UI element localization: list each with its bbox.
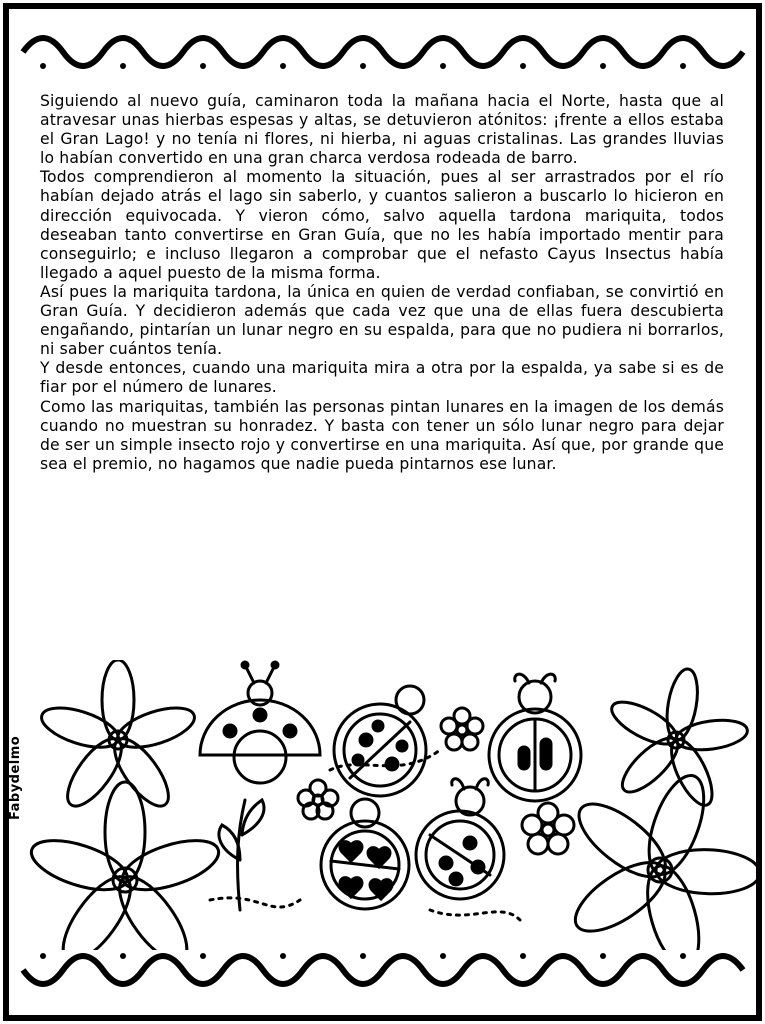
story-paragraph: Así pues la mariquita tardona, la única en quien de verdad confiaban, se convirtió en Gran Guía. Y decidieron además que cada vez que una de ellas fuera descubierta engañando, pintarían un lunar negro en su espalda, para que no pudiera ni borrarlos, ni saber cuántos tenía.: [40, 282, 724, 359]
flower-icon: [37, 660, 199, 814]
heart-icon: [340, 878, 362, 897]
bottom-wave-border-icon: [18, 948, 747, 1008]
flower-icon: [606, 667, 749, 811]
story-paragraph: Como las mariquitas, también las personas pintan lunares en la imagen de los demás cuando no muestran su honradez. Y basta con tener un sólo lunar negro para dejar de ser un simple insecto rojo y convertirse en una mariquita. Así que, por grande que sea el premio, no hagamos que nadie pueda pintarnos ese lunar.: [40, 397, 724, 473]
ladybug-icon: [334, 686, 426, 796]
heart-icon: [370, 880, 392, 899]
ladybug-icon: [200, 662, 320, 783]
heart-icon: [340, 842, 362, 861]
flower-icon: [26, 782, 225, 950]
top-wave-border-icon: [18, 14, 747, 74]
flower-icon: [565, 769, 761, 950]
flower-icon: [298, 780, 338, 819]
leaf-sprig-icon: [219, 800, 264, 910]
ladybug-icon: [489, 674, 581, 801]
flower-icon: [441, 708, 483, 750]
story-paragraph: Y desde entonces, cuando una mariquita mira a otra por la espalda, ya sabe si es de fiar por el número de lunares.: [40, 359, 724, 397]
author-credit: Fabydelmo: [8, 735, 23, 820]
flower-icon: [522, 803, 574, 854]
ladybug-icon: [416, 779, 504, 899]
ladybug-icon: [321, 799, 409, 909]
ladybugs-flowers-illustration: [0, 660, 765, 950]
heart-icon: [368, 848, 390, 867]
story-text: [40, 92, 724, 474]
story-paragraph: Siguiendo al nuevo guía, caminaron toda la mañana hacia el Norte, hasta que al atravesar unas hierbas espesas y altas, se detuvieron atónitos: ¡frente a ellos estaba el Gran Lago! y no tenía ni flores, ni hierba, ni aguas cristalinas. Las grandes lluvias lo habían convertido en una gran charca verdosa rodeada de barro.: [40, 92, 724, 168]
story-paragraph: Todos comprendieron al momento la situación, pues al ser arrastrados por el río habían dejado atrás el lago sin saberlo, y cuantos salieron a buscarlo lo hicieron en dirección equivocada. Y vieron cómo, salvo aquella tardona mariquita, todos deseaban tanto convertirse en Gran Guía, que no les había importado mentir para conseguirlo; e incluso llegaron a comprobar que el nefasto Cayus Insectus había llegado a aquel puesto de la misma forma.: [40, 168, 724, 282]
